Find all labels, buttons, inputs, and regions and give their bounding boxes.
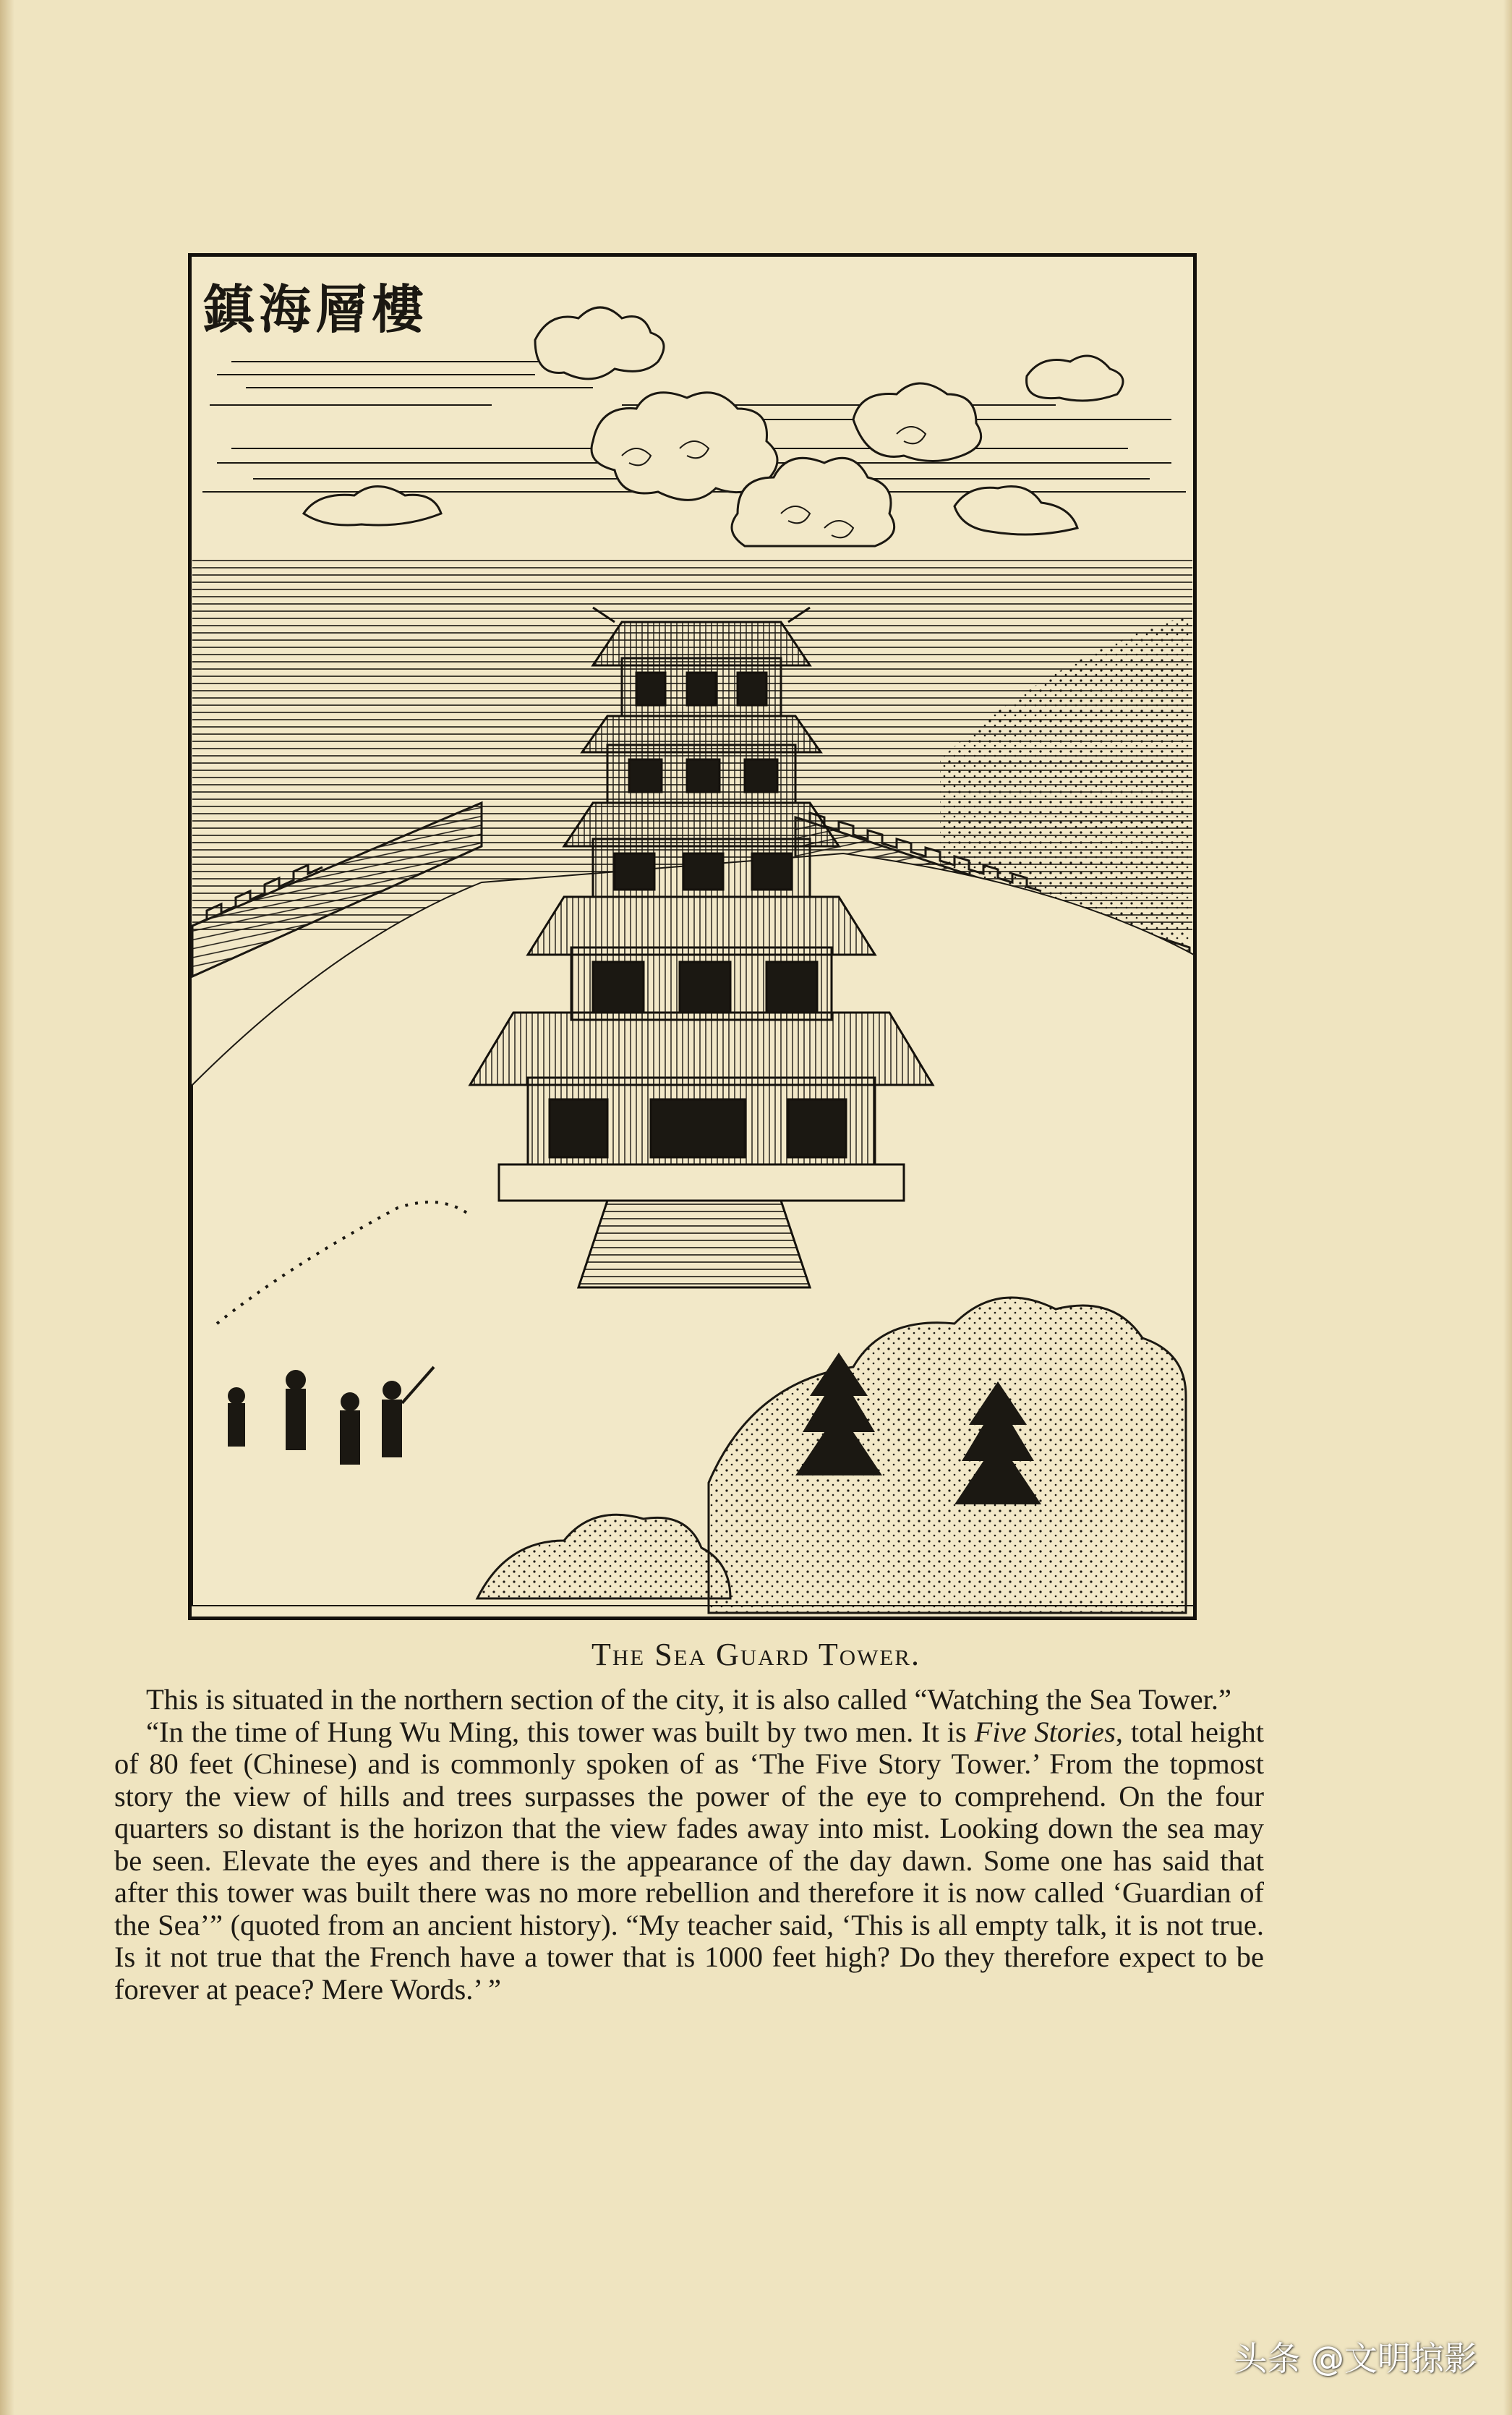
plate-caption: The Sea Guard Tower. [591, 1637, 921, 1672]
paragraph-1: This is situated in the northern section of the city, it is also called “Watching the Sea Tower.” [146, 1683, 1232, 1716]
tower-woodcut-illustration [188, 253, 1197, 1620]
paragraph-2-part-b: , total height of 80 feet (Chinese) and is commonly spoken of as ‘The Five Story Tower.’ From the topmost story the view of hills and trees surpasses the power of the eye to comprehend. On the four quarters so distant is the horizon that the view fades away into mist. Looking down the sea may be seen. Elevate the eyes and there is the appearance of the day dawn. Some one has said that after this tower was built there was no more rebellion and therefore it is now called ‘Guardian of the Sea’” (quoted from an ancient history). “My teacher said, ‘This is all empty talk, it is not true. Is it not true that the French have a tower that is 1000 feet high? Do they therefore expect to be forever at peace? Mere Words.’ ” [114, 1715, 1264, 2006]
page-binding-edge [0, 0, 14, 2415]
illustration-plate [188, 253, 1197, 1620]
plate-chinese-title: 鎮海層樓 [202, 278, 429, 340]
body-text [114, 1684, 1264, 2006]
paragraph-2-part-a: “In the time of Hung Wu Ming, this tower was built by two men. It is [146, 1715, 975, 1748]
watermark: 头条 @文明掠影 [1234, 2339, 1477, 2378]
paragraph-2-italic: Five Stories [974, 1715, 1116, 1748]
paragraph-2 [114, 1716, 1264, 2006]
page-right-edge [1503, 0, 1512, 2415]
